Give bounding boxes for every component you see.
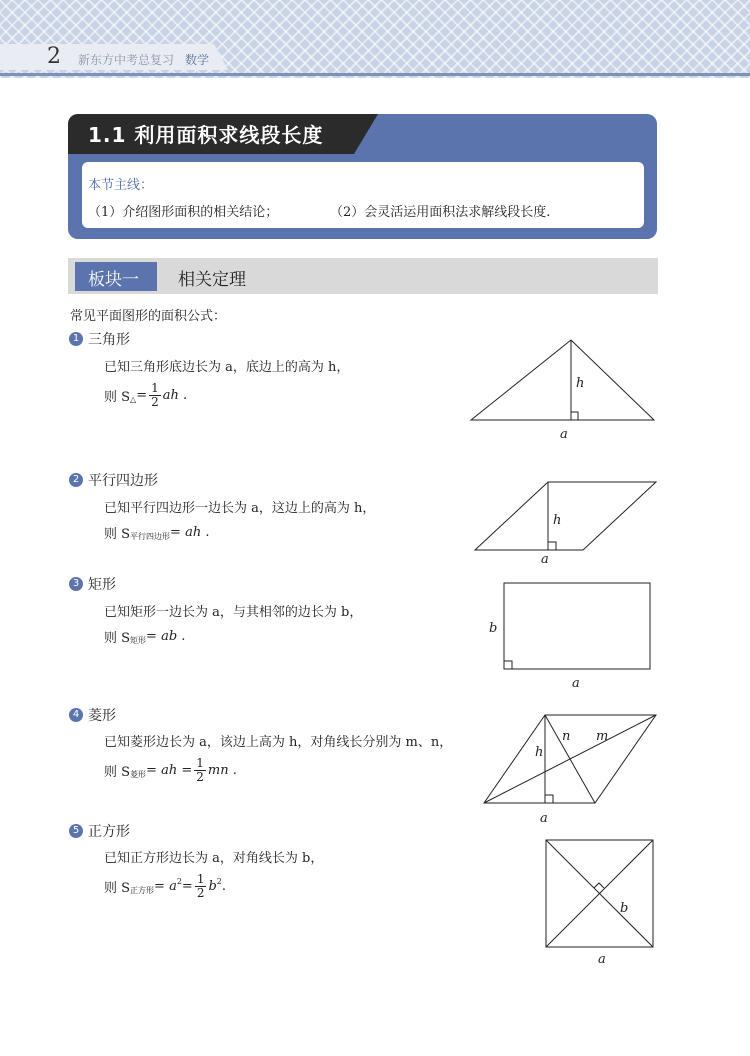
formula-prefix: 则 S bbox=[104, 527, 131, 542]
number-badge: 3 bbox=[69, 577, 83, 591]
formula-end: . bbox=[221, 879, 227, 895]
triangle-figure bbox=[471, 340, 654, 420]
parallelogram-shape bbox=[475, 482, 656, 550]
parallelogram-figure bbox=[475, 482, 656, 550]
book-title: 新东方中考总复习 bbox=[78, 53, 175, 67]
label-a: a bbox=[541, 552, 549, 567]
label-n: n bbox=[562, 729, 571, 744]
label-a: a bbox=[598, 952, 606, 967]
item-title-text: 矩形 bbox=[88, 577, 116, 593]
item-title-text: 三角形 bbox=[88, 332, 130, 348]
formula-prefix: 则 S bbox=[104, 390, 131, 406]
item-text-square: 已知正方形边长为 a，对角线长为 b， bbox=[104, 851, 324, 866]
formula-rest: = ab . bbox=[146, 629, 186, 644]
label-a: a bbox=[540, 811, 548, 826]
formula-eq2: = bbox=[181, 879, 193, 895]
goal-1: （1）介绍图形面积的相关结论； bbox=[88, 205, 279, 220]
right-angle-mark bbox=[504, 661, 512, 669]
triangle-shape bbox=[471, 340, 654, 420]
label-b: b bbox=[489, 621, 498, 636]
formula-rest: mn . bbox=[207, 763, 237, 779]
formula-rest: b bbox=[208, 879, 217, 895]
label-h: h bbox=[576, 376, 585, 391]
block-tab-label: 板块一 bbox=[88, 270, 139, 290]
fraction-numerator: 1 bbox=[196, 872, 205, 886]
square-figure bbox=[546, 840, 653, 947]
formula-subscript: 正方形 bbox=[130, 886, 155, 896]
section-title: 1.1 利用面积求线段长度 bbox=[88, 123, 324, 147]
formula-subscript: 平行四边形 bbox=[130, 532, 171, 541]
right-angle-mark bbox=[594, 883, 604, 888]
subject-label: 数学 bbox=[185, 53, 210, 67]
number-badge: 2 bbox=[69, 473, 83, 487]
formula-subscript: △ bbox=[130, 395, 137, 405]
formula-eq: = a bbox=[154, 879, 177, 895]
rectangle-figure bbox=[504, 583, 650, 669]
goal-2: （2）会灵活运用面积法求解线段长度. bbox=[330, 205, 551, 220]
right-angle-mark bbox=[548, 542, 556, 550]
fraction-numerator: 1 bbox=[151, 381, 159, 395]
formula-prefix: 则 S bbox=[104, 765, 131, 781]
item-title-text: 正方形 bbox=[88, 824, 130, 840]
number-badge: 5 bbox=[69, 824, 83, 838]
item-title-text: 平行四边形 bbox=[88, 473, 158, 489]
label-a: a bbox=[560, 427, 568, 442]
page-number: 2 bbox=[47, 44, 61, 69]
formula-rest: ah . bbox=[162, 388, 188, 404]
formula-prefix: 则 S bbox=[104, 881, 131, 897]
fraction-denominator: 2 bbox=[196, 770, 204, 785]
formula-subscript: 矩形 bbox=[130, 636, 147, 645]
formula-eq: = ah = bbox=[146, 763, 193, 779]
number-badge: 4 bbox=[69, 708, 83, 722]
formula-prefix: 则 S bbox=[104, 631, 131, 646]
formula-superscript: 2 bbox=[176, 877, 182, 887]
fraction-numerator: 1 bbox=[196, 756, 204, 770]
item-text-rectangle: 已知矩形一边长为 a，与其相邻的边长为 b， bbox=[104, 605, 363, 620]
intro-text: 常见平面图形的面积公式： bbox=[70, 309, 227, 324]
right-angle-mark bbox=[545, 795, 553, 803]
label-b: b bbox=[620, 901, 629, 916]
block-title: 相关定理 bbox=[178, 270, 246, 290]
main-line-label: 本节主线： bbox=[88, 178, 154, 193]
label-m: m bbox=[596, 729, 609, 744]
label-h: h bbox=[553, 513, 562, 528]
formula-eq: = bbox=[136, 388, 148, 404]
item-text-rhombus: 已知菱形边长为 a，该边上高为 h，对角线长分别为 m、n， bbox=[104, 735, 453, 750]
formula-rest: = ah . bbox=[170, 525, 210, 540]
rectangle-shape bbox=[504, 583, 650, 669]
fraction-denominator: 2 bbox=[196, 886, 205, 901]
fraction-denominator: 2 bbox=[151, 395, 159, 410]
formula-superscript-2: 2 bbox=[216, 877, 222, 887]
item-text-parallelogram: 已知平行四边形一边长为 a，这边上的高为 h， bbox=[104, 501, 376, 516]
number-badge: 1 bbox=[69, 332, 83, 346]
right-angle-mark bbox=[571, 412, 578, 420]
label-a: a bbox=[572, 676, 580, 691]
item-title-text: 菱形 bbox=[88, 708, 116, 724]
item-text-triangle: 已知三角形底边长为 a，底边上的高为 h， bbox=[104, 360, 350, 375]
label-h: h bbox=[535, 745, 544, 760]
formula-subscript: 菱形 bbox=[130, 770, 147, 780]
